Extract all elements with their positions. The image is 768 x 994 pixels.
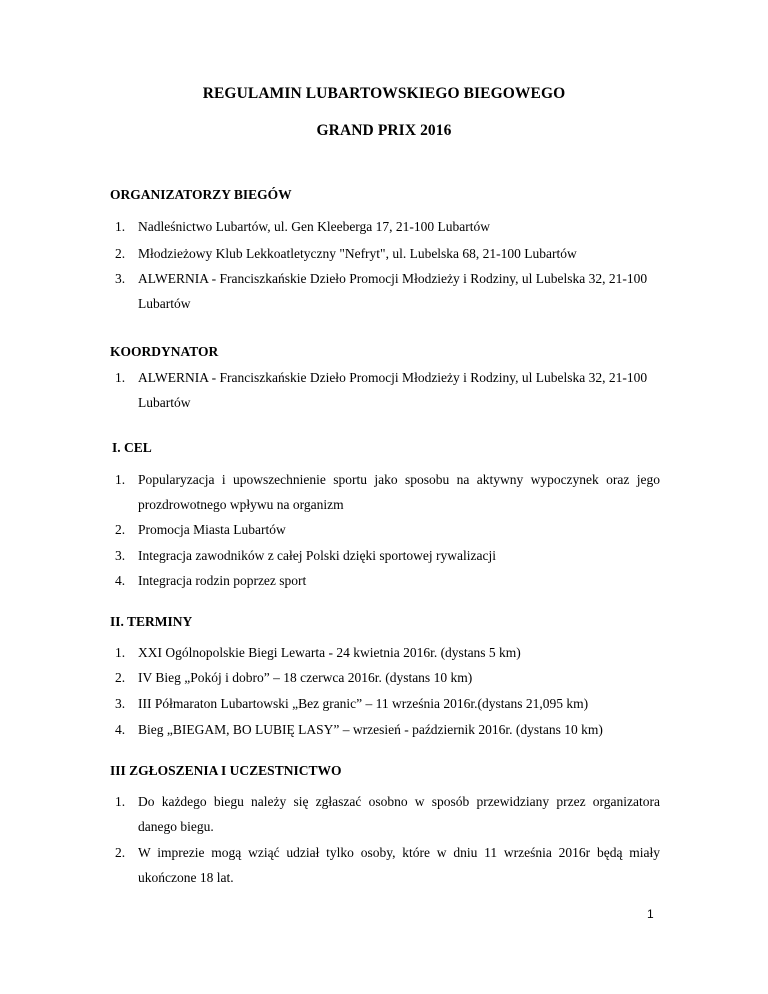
list-number: 4. <box>115 722 126 737</box>
list-number: 2. <box>115 670 126 685</box>
list-number: 1. <box>115 219 126 234</box>
list-number: 1. <box>115 794 126 809</box>
section-heading-goal: I. CEL <box>112 440 152 455</box>
list-text: Integracja zawodników z całej Polski dzięki sportowej rywalizacji <box>138 548 496 563</box>
list-text: Nadleśnictwo Lubartów, ul. Gen Kleeberga 17, 21-100 Lubartów <box>138 219 491 234</box>
list-item <box>115 517 660 542</box>
list-text: III Półmaraton Lubartowski „Bez granic” – 11 września 2016r.(dystans 21,095 km) <box>138 696 589 711</box>
page-number: 1 <box>647 907 654 921</box>
list-item <box>115 665 660 690</box>
list-number: 3. <box>115 548 126 563</box>
list-item <box>115 365 660 415</box>
list-item <box>115 568 660 593</box>
list-text: ALWERNIA - Franciszkańskie Dzieło Promocji Młodzieży i Rodziny, ul Lubelska 32, 21-100 Lubartów <box>138 271 648 311</box>
list-item <box>115 241 660 266</box>
list-text: Do każdego biegu należy się zgłaszać osobno w sposób przewidziany przez organizatora danego biegu. <box>138 794 660 834</box>
list-item <box>115 266 660 316</box>
list-text: Bieg „BIEGAM, BO LUBIĘ LASY” – wrzesień - październik 2016r. (dystans 10 km) <box>138 722 603 737</box>
list-item <box>115 840 660 890</box>
section-heading-registration: III ZGŁOSZENIA I UCZESTNICTWO <box>110 763 342 778</box>
list-number: 2. <box>115 246 126 261</box>
list-number: 3. <box>115 271 126 286</box>
list-text: W imprezie mogą wziąć udział tylko osoby, które w dniu 11 września 2016r będą miały ukończone 18 lat. <box>138 845 660 885</box>
list-text: IV Bieg „Pokój i dobro” – 18 czerwca 2016r. (dystans 10 km) <box>138 670 473 685</box>
list-number: 1. <box>115 472 126 487</box>
list-number: 1. <box>115 645 126 660</box>
list-number: 1. <box>115 370 126 385</box>
list-number: 2. <box>115 845 126 860</box>
document-subtitle: GRAND PRIX 2016 <box>316 122 452 139</box>
list-item <box>115 789 660 839</box>
list-item <box>115 717 685 742</box>
list-item <box>115 214 660 239</box>
list-item <box>115 640 660 665</box>
section-heading-dates: II. TERMINY <box>110 614 193 629</box>
list-text: XXI Ogólnopolskie Biegi Lewarta - 24 kwietnia 2016r. (dystans 5 km) <box>138 645 521 660</box>
list-number: 2. <box>115 522 126 537</box>
list-text: Popularyzacja i upowszechnienie sportu jako sposobu na aktywny wypoczynek oraz jego prozdrowotnego wpływu na organizm <box>138 472 660 512</box>
list-text: Integracja rodzin poprzez sport <box>138 573 307 588</box>
list-item <box>115 467 660 517</box>
document-title: REGULAMIN LUBARTOWSKIEGO BIEGOWEGO <box>202 85 566 102</box>
list-item <box>115 691 660 716</box>
section-heading-coordinator: KOORDYNATOR <box>110 344 219 359</box>
list-text: Młodzieżowy Klub Lekkoatletyczny "Nefryt", ul. Lubelska 68, 21-100 Lubartów <box>138 246 577 261</box>
section-heading-organizers: ORGANIZATORZY BIEGÓW <box>110 187 292 202</box>
list-item <box>115 543 660 568</box>
list-number: 4. <box>115 573 126 588</box>
list-number: 3. <box>115 696 126 711</box>
list-text: ALWERNIA - Franciszkańskie Dzieło Promocji Młodzieży i Rodziny, ul Lubelska 32, 21-100 Lubartów <box>138 370 648 410</box>
list-text: Promocja Miasta Lubartów <box>138 522 286 537</box>
